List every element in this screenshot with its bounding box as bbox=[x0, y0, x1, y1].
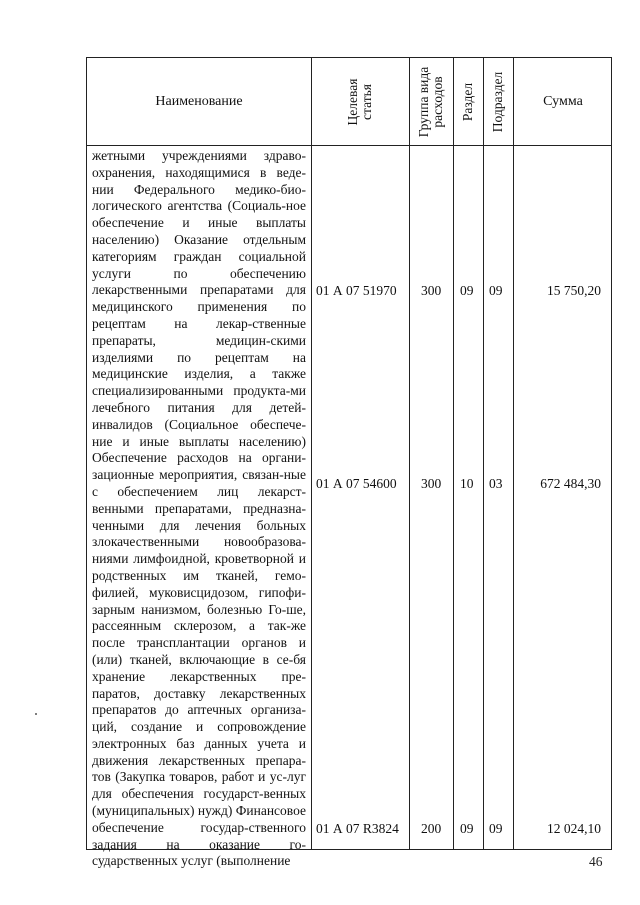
row-sum: 12 024,10 bbox=[547, 821, 601, 836]
page-number: 46 bbox=[589, 854, 603, 869]
row-expense-group: 300 bbox=[421, 476, 442, 491]
row-section: 09 bbox=[460, 283, 474, 298]
row-section: 10 bbox=[460, 476, 474, 491]
header-sum: Сумма bbox=[543, 94, 583, 109]
table-header bbox=[87, 58, 611, 146]
row-subsection: 09 bbox=[489, 821, 503, 836]
row-name-text: жетными учреждениями здраво-охранения, находящимися в веде-нии Федерального медико-био-логического агентства (Социаль-ное обеспечение и иные выплаты населению) Оказание отдельным категориям граждан социальной услуги по обеспечению лекарственными препаратами для медицинского применения по рецептам на лекар-ственные препараты, медицин-скими изделиями по рецептам на медицинские изделия, а также специализированными продукта-ми лечебного питания для детей-инвалидов (Социальное обеспече-ние и иные выплаты населению) Обеспечение расходов на органи-зационные мероприятия, связан-ные с обеспечением лиц лекарст-венными препаратами, предназна-ченными для лечения больных злокачественными новообразова-ниями лимфоидной, кроветворной и родственных им тканей, гемо-филией, муковисцидозом, гипофи-зарным нанизмом, болезнью Го-ше, рассеянным склерозом, а так-же после трансплантации органов и (или) тканей, включающие в се-бя хранение лекарственных пре-паратов, доставку лекарственных препаратов до аптечных организа-ций, создание и сопровождение электронных баз данных учета и движения лекарственных препара-тов (Закупка товаров, работ и ус-луг для обеспечения государст-венных (муниципальных) нужд) Финансовое обеспечение государ-ственного задания на оказание го-сударственных услуг (выполнение bbox=[92, 148, 306, 869]
table-body bbox=[87, 146, 611, 869]
row-expense-group: 300 bbox=[421, 283, 442, 298]
row-subsection: 03 bbox=[489, 476, 503, 491]
header-subsection: Подраздел bbox=[490, 71, 505, 133]
row-target-article: 01 А 07 51970 bbox=[316, 283, 397, 298]
header-target-article: Целевая статья bbox=[345, 78, 374, 126]
row-target-article: 01 А 07 54600 bbox=[316, 476, 397, 491]
row-subsection: 09 bbox=[489, 283, 503, 298]
header-subsection-cell bbox=[483, 58, 513, 146]
row-target-article: 01 А 07 R3824 bbox=[316, 821, 399, 836]
row-sum: 15 750,20 bbox=[547, 283, 601, 298]
scan-speck bbox=[35, 713, 37, 715]
header-section: Раздел bbox=[460, 82, 475, 122]
budget-table bbox=[86, 57, 612, 869]
header-section-cell bbox=[453, 58, 483, 146]
header-name: Наименование bbox=[155, 94, 243, 109]
header-expense-group: Группа вида расходов bbox=[416, 66, 445, 138]
row-sum: 672 484,30 bbox=[540, 476, 601, 491]
row-expense-group: 200 bbox=[421, 821, 442, 836]
row-section: 09 bbox=[460, 821, 474, 836]
header-target-article-cell bbox=[311, 58, 409, 146]
header-expense-group-cell bbox=[409, 58, 453, 146]
